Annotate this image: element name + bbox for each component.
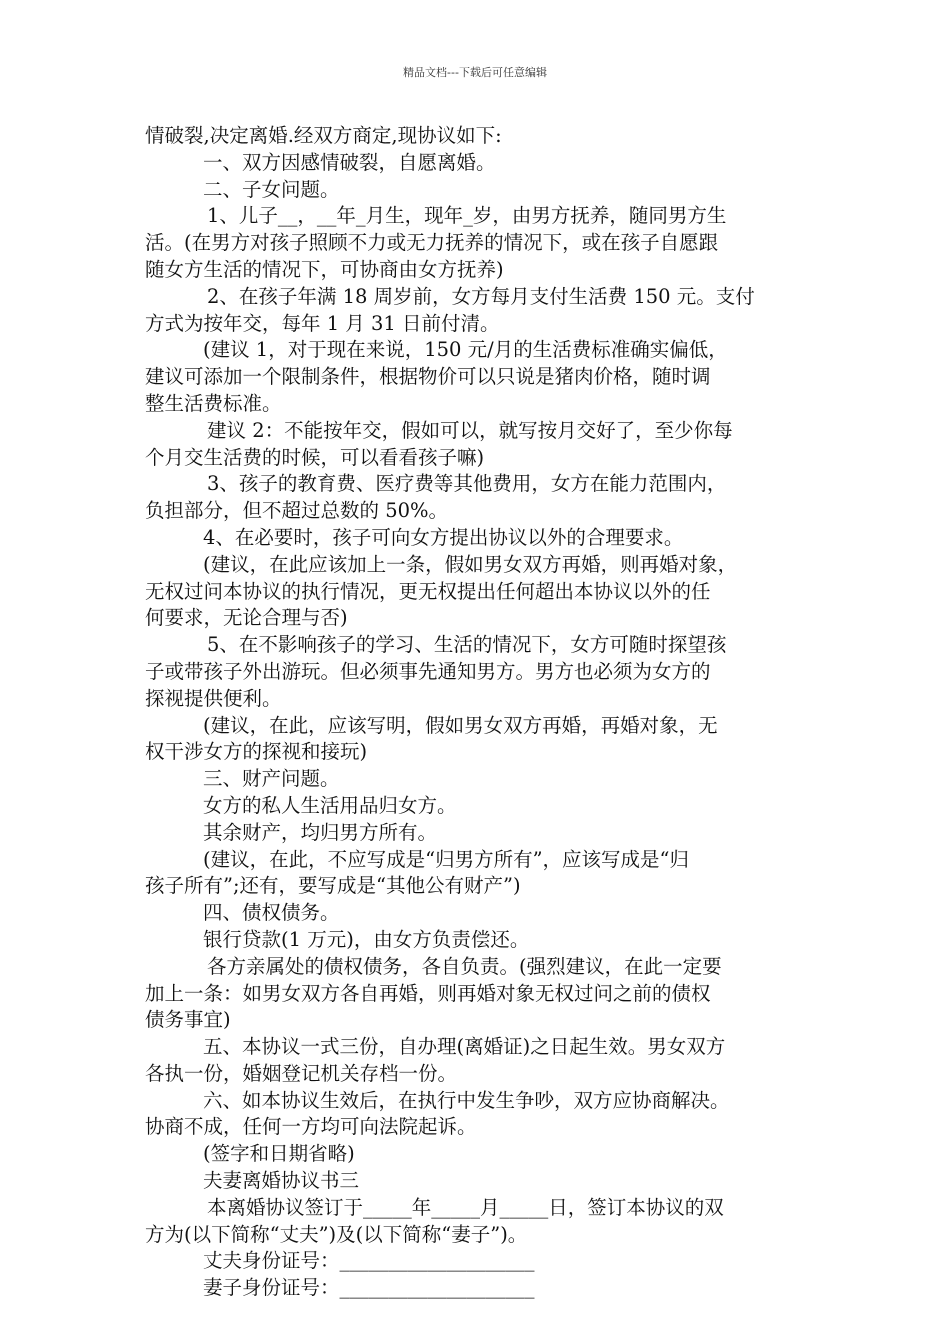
paragraph-line: (建议，在此，应该写明，假如男女双方再婚，再婚对象，无 (203, 713, 718, 737)
paragraph-line: 方为(以下简称“丈夫”)及(以下简称“妻子”)。 (145, 1222, 528, 1246)
paragraph-line: (建议，在此应该加上一条，假如男女双方再婚，则再婚对象， (203, 552, 738, 576)
paragraph-line: 方式为按年交，每年 1 月 31 日前付清。 (145, 311, 500, 335)
paragraph-line: 协商不成，任何一方均可向法院起诉。 (145, 1115, 477, 1139)
paragraph-line: 其余财产，均归男方所有。 (203, 820, 438, 844)
paragraph-line: 1、儿子__，__年_月生，现年_岁，由男方抚养，随同男方生 (207, 204, 727, 228)
paragraph-line: 2、在孩子年满 18 周岁前，女方每月支付生活费 150 元。支付 (207, 284, 755, 308)
paragraph-line: 银行贷款(1 万元)，由女方负责偿还。 (203, 927, 530, 951)
paragraph-line: 4、在必要时，孩子可向女方提出协议以外的合理要求。 (203, 525, 684, 549)
page-header: 精品文档---下载后可任意编辑 (403, 66, 547, 79)
paragraph-line: 子或带孩子外出游玩。但必须事先通知男方。男方也必须为女方的 (145, 659, 711, 683)
paragraph-line: 一、双方因感情破裂，自愿离婚。 (203, 150, 496, 174)
paragraph-line: 何要求，无论合理与否) (145, 606, 348, 630)
paragraph-line: 孩子所有”;还有，要写成是“其他公有财产”) (145, 874, 521, 898)
paragraph-line: 加上一条：如男女双方各自再婚，则再婚对象无权过问之前的债权 (145, 981, 711, 1005)
paragraph-line: 权干涉女方的探视和接玩) (145, 740, 368, 764)
paragraph-line: 情破裂,决定离婚.经双方商定,现协议如下: (145, 124, 502, 147)
paragraph-line: 活。(在男方对孩子照顾不力或无力抚养的情况下，或在孩子自愿跟 (145, 231, 719, 255)
paragraph-line: (签字和日期省略) (203, 1142, 355, 1166)
paragraph-line: 本离婚协议签订于_____年_____月_____日，签订本协议的双 (207, 1195, 724, 1219)
paragraph-line: 六、如本协议生效后，在执行中发生争吵，双方应协商解决。 (203, 1088, 730, 1112)
paragraph-line: 随女方生活的情况下，可协商由女方抚养) (145, 257, 504, 281)
paragraph-line: 无权过问本协议的执行情况，更无权提出任何超出本协议以外的任 (145, 579, 711, 603)
paragraph-line: 整生活费标准。 (145, 391, 282, 415)
paragraph-line: 建议 2：不能按年交，假如可以，就写按月交好了，至少你每 (207, 418, 733, 442)
paragraph-line: 五、本协议一式三份，自办理(离婚证)之日起生效。男女双方 (203, 1035, 726, 1059)
paragraph-line: (建议 1，对于现在来说，150 元/月的生活费标准确实偏低， (203, 338, 728, 362)
paragraph-line: 债务事宜) (145, 1008, 231, 1032)
paragraph-line: 女方的私人生活用品归女方。 (203, 793, 457, 817)
wife-id-field: 妻子身份证号：____________________ (203, 1276, 535, 1300)
paragraph-line: 负担部分，但不超过总数的 50%。 (145, 499, 449, 523)
paragraph-line: 三、财产问题。 (203, 767, 340, 791)
husband-id-field: 丈夫身份证号：____________________ (203, 1249, 535, 1273)
paragraph-line: 探视提供便利。 (145, 686, 282, 710)
paragraph-line: 各执一份，婚姻登记机关存档一份。 (145, 1061, 458, 1085)
section-title: 夫妻离婚协议书三 (203, 1169, 360, 1193)
paragraph-line: 各方亲属处的债权债务，各自负责。(强烈建议，在此一定要 (207, 954, 722, 978)
paragraph-line: 建议可添加一个限制条件，根据物价可以只说是猪肉价格，随时调 (145, 365, 711, 389)
paragraph-line: 四、债权债务。 (203, 901, 340, 925)
document-body (145, 123, 811, 1302)
paragraph-line: (建议，在此，不应写成是“归男方所有”，应该写成是“归 (203, 847, 690, 871)
paragraph-line: 个月交生活费的时候，可以看看孩子嘛) (145, 445, 485, 469)
paragraph-line: 5、在不影响孩子的学习、生活的情况下，女方可随时探望孩 (207, 633, 727, 657)
paragraph-line: 3、孩子的教育费、医疗费等其他费用，女方在能力范围内， (207, 472, 727, 496)
paragraph-line: 二、子女问题。 (203, 177, 340, 201)
